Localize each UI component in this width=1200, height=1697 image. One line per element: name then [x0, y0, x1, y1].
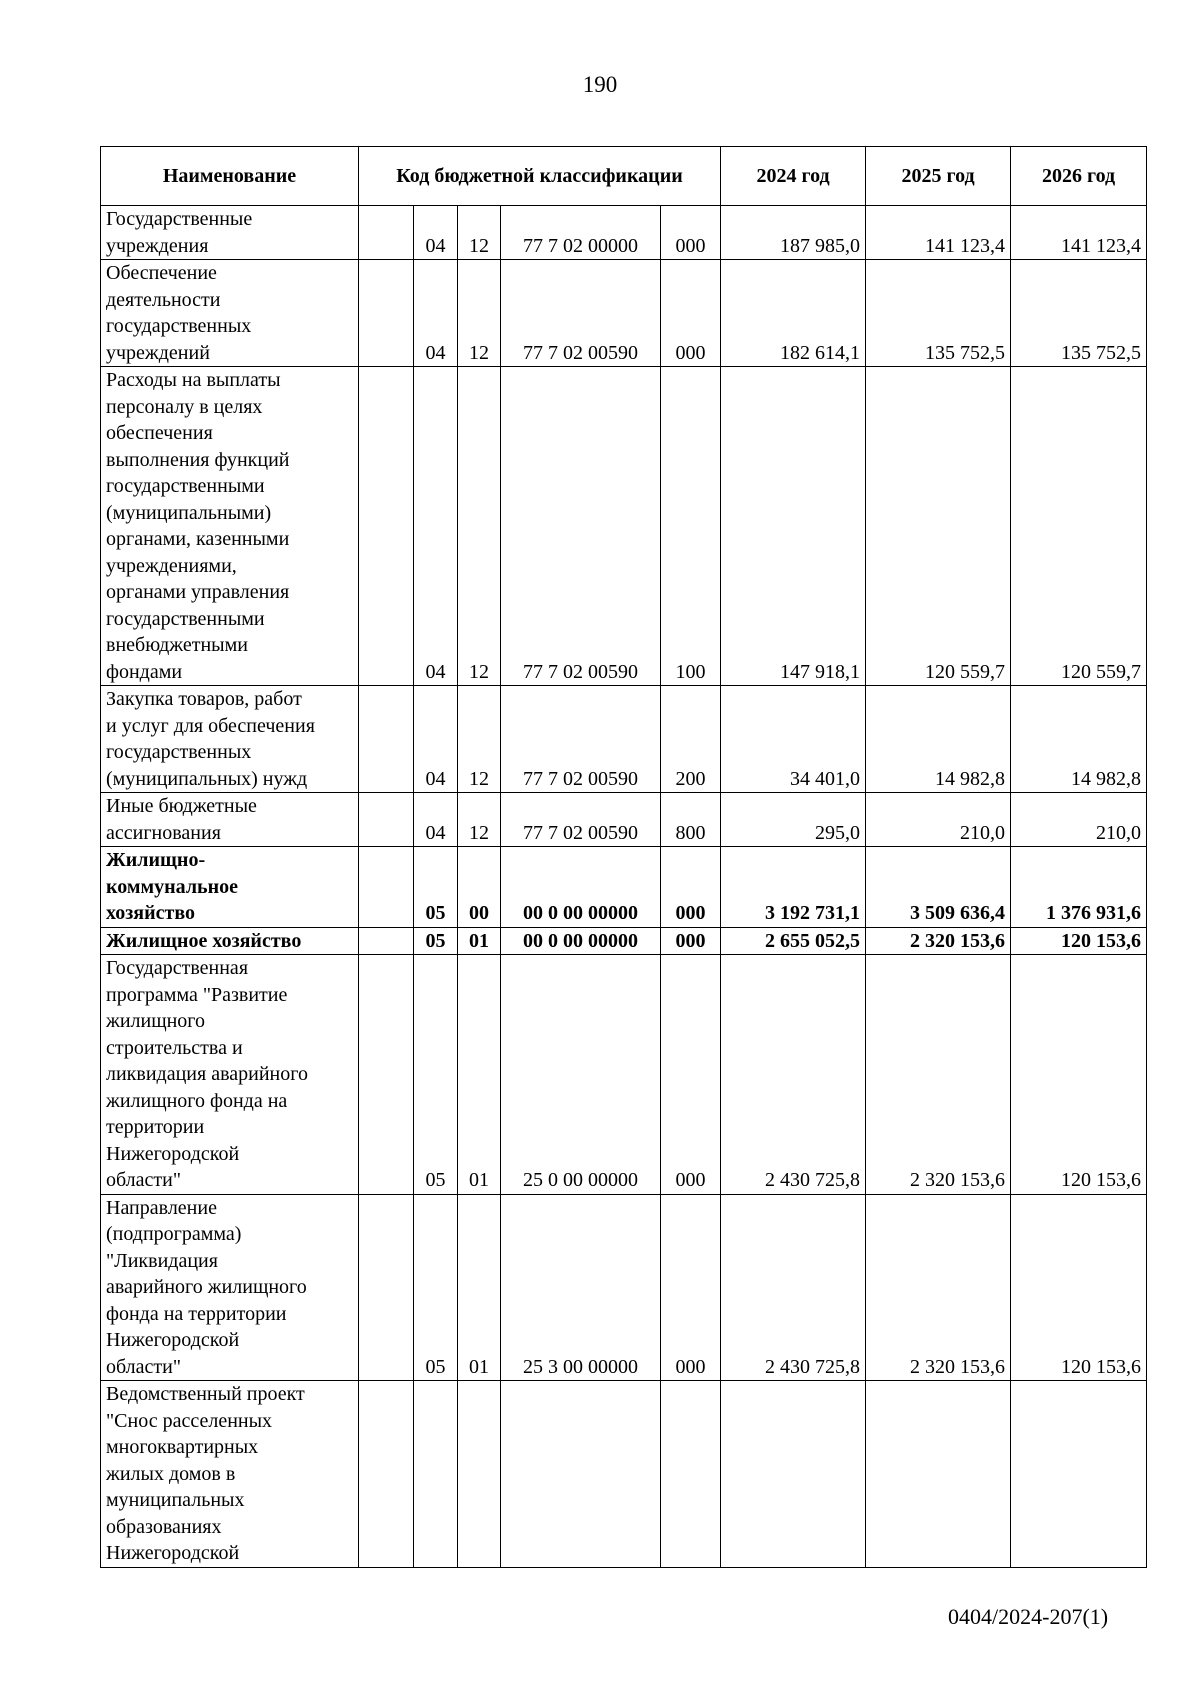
row-name-line: государственных	[106, 315, 252, 337]
document-code: 0404/2024-207(1)	[948, 1604, 1109, 1629]
row-name-line: выполнения функций	[106, 448, 290, 471]
amount-2024: 34 401,0	[721, 686, 866, 793]
row-name-line: строительства и	[106, 1036, 243, 1059]
row-name-line: жилищного фонда на	[106, 1089, 288, 1112]
expense-type-code: 000	[661, 847, 721, 928]
row-name-line: государственных	[106, 741, 252, 763]
amount-2026: 120 153,6	[1011, 927, 1147, 955]
row-name-line: деятельности	[106, 288, 221, 311]
row-name-line: органами управления	[106, 581, 290, 603]
expense-type-code: 200	[661, 686, 721, 793]
table-header-row	[101, 147, 1147, 206]
subsection-code: 01	[458, 927, 501, 955]
code-blank-cell	[359, 927, 414, 955]
amount-2026: 14 982,8	[1011, 686, 1147, 793]
row-name-line: органами, казенными	[106, 528, 290, 550]
row-name-line: территории	[106, 1116, 205, 1138]
amount-2024	[721, 1381, 866, 1568]
section-code: 05	[414, 1194, 458, 1381]
amount-2025: 120 559,7	[866, 367, 1011, 686]
table-row	[101, 1381, 1147, 1568]
row-name-line: учреждений	[106, 341, 210, 364]
section-code: 04	[414, 367, 458, 686]
amount-2024: 187 985,0	[721, 206, 866, 260]
table-row	[101, 260, 1147, 367]
code-blank-cell	[359, 847, 414, 928]
amount-2024: 2 430 725,8	[721, 1194, 866, 1381]
subsection-code: 12	[458, 793, 501, 847]
row-name-line: обеспечения	[106, 422, 213, 444]
row-name	[101, 206, 359, 260]
target-article-code: 77 7 02 00590	[501, 686, 661, 793]
page-number: 190	[582, 72, 618, 97]
table-row	[101, 1194, 1147, 1381]
expense-type-code: 000	[661, 206, 721, 260]
row-name-line: Ведомственный проект	[106, 1383, 305, 1405]
expense-type-code: 000	[661, 260, 721, 367]
code-blank-cell	[359, 955, 414, 1195]
section-code: 04	[414, 206, 458, 260]
amount-2024: 2 655 052,5	[721, 927, 866, 955]
target-article-code: 77 7 02 00590	[501, 367, 661, 686]
row-name-line: образованиях	[106, 1515, 222, 1538]
row-name-line: коммунальное	[106, 875, 239, 898]
row-name-line: Расходы на выплаты	[106, 369, 281, 391]
row-name	[101, 1381, 359, 1568]
amount-2026: 120 559,7	[1011, 367, 1147, 686]
amount-2026: 141 123,4	[1011, 206, 1147, 260]
code-blank-cell	[359, 206, 414, 260]
amount-2026: 135 752,5	[1011, 260, 1147, 367]
table-row	[101, 847, 1147, 928]
row-name-line: фондами	[106, 660, 183, 683]
row-name-line: (муниципальными)	[106, 501, 272, 524]
row-name-line: государственными	[106, 607, 265, 630]
target-article-code	[501, 1381, 661, 1568]
amount-2025: 141 123,4	[866, 206, 1011, 260]
expense-type-code: 000	[661, 955, 721, 1195]
amount-2025: 2 320 153,6	[866, 1194, 1011, 1381]
row-name	[101, 260, 359, 367]
row-name-line: учреждениями,	[106, 554, 237, 577]
row-name-line: ассигнования	[106, 821, 221, 844]
table-row	[101, 927, 1147, 955]
row-name	[101, 955, 359, 1195]
table-row	[101, 367, 1147, 686]
amount-2025: 3 509 636,4	[866, 847, 1011, 928]
row-name-line: ликвидация аварийного	[106, 1063, 308, 1085]
row-name	[101, 367, 359, 686]
subsection-code: 12	[458, 367, 501, 686]
target-article-code: 77 7 02 00590	[501, 260, 661, 367]
amount-2025	[866, 1381, 1011, 1568]
header-name: Наименование	[101, 147, 359, 206]
section-code: 04	[414, 260, 458, 367]
row-name	[101, 927, 359, 955]
section-code	[414, 1381, 458, 1568]
row-name-line: области"	[106, 1169, 182, 1191]
expense-type-code: 800	[661, 793, 721, 847]
amount-2024: 182 614,1	[721, 260, 866, 367]
row-name-line: учреждения	[106, 234, 209, 257]
table-row	[101, 955, 1147, 1195]
amount-2026: 120 153,6	[1011, 955, 1147, 1195]
section-code: 04	[414, 686, 458, 793]
header-2025: 2025 год	[866, 147, 1011, 206]
subsection-code: 12	[458, 260, 501, 367]
code-blank-cell	[359, 1194, 414, 1381]
subsection-code: 12	[458, 206, 501, 260]
section-code: 04	[414, 793, 458, 847]
table-row	[101, 686, 1147, 793]
subsection-code: 12	[458, 686, 501, 793]
row-name-line: жилых домов в	[106, 1462, 236, 1485]
row-name-line: "Снос расселенных	[106, 1409, 273, 1432]
expense-type-code: 000	[661, 927, 721, 955]
amount-2024: 295,0	[721, 793, 866, 847]
expense-type-code	[661, 1381, 721, 1568]
row-name-line: аварийного жилищного	[106, 1276, 307, 1298]
row-name-line: Нижегородской	[106, 1329, 240, 1351]
target-article-code: 00 0 00 00000	[501, 927, 661, 955]
row-name-line: Жилищное хозяйство	[106, 929, 302, 952]
section-code: 05	[414, 955, 458, 1195]
row-name	[101, 1194, 359, 1381]
amount-2025: 14 982,8	[866, 686, 1011, 793]
subsection-code	[458, 1381, 501, 1568]
amount-2025: 2 320 153,6	[866, 955, 1011, 1195]
table-row	[101, 206, 1147, 260]
code-blank-cell	[359, 686, 414, 793]
row-name-line: внебюджетными	[106, 634, 248, 656]
table-row	[101, 793, 1147, 847]
header-2024: 2024 год	[721, 147, 866, 206]
amount-2025: 135 752,5	[866, 260, 1011, 367]
row-name	[101, 847, 359, 928]
amount-2026: 120 153,6	[1011, 1194, 1147, 1381]
expense-type-code: 000	[661, 1194, 721, 1381]
amount-2025: 2 320 153,6	[866, 927, 1011, 955]
header-2026: 2026 год	[1011, 147, 1147, 206]
row-name-line: области"	[106, 1355, 182, 1378]
section-code: 05	[414, 847, 458, 928]
amount-2024: 147 918,1	[721, 367, 866, 686]
code-blank-cell	[359, 367, 414, 686]
amount-2024: 3 192 731,1	[721, 847, 866, 928]
row-name-line: и услуг для обеспечения	[106, 714, 315, 737]
row-name-line: Государственные	[106, 208, 253, 230]
amount-2026: 210,0	[1011, 793, 1147, 847]
target-article-code: 25 3 00 00000	[501, 1194, 661, 1381]
subsection-code: 00	[458, 847, 501, 928]
row-name-line: Нижегородской	[106, 1542, 240, 1564]
amount-2026: 1 376 931,6	[1011, 847, 1147, 928]
code-blank-cell	[359, 260, 414, 367]
row-name-line: Иные бюджетные	[106, 795, 257, 817]
amount-2024: 2 430 725,8	[721, 955, 866, 1195]
row-name-line: программа "Развитие	[106, 983, 288, 1006]
target-article-code: 77 7 02 00000	[501, 206, 661, 260]
target-article-code: 00 0 00 00000	[501, 847, 661, 928]
subsection-code: 01	[458, 1194, 501, 1381]
row-name-line: Жилищно-	[106, 849, 206, 871]
row-name-line: жилищного	[106, 1010, 206, 1032]
code-blank-cell	[359, 793, 414, 847]
row-name-line: хозяйство	[106, 902, 195, 924]
expense-type-code: 100	[661, 367, 721, 686]
row-name	[101, 686, 359, 793]
target-article-code: 25 0 00 00000	[501, 955, 661, 1195]
row-name-line: персоналу в целях	[106, 395, 263, 418]
row-name-line: (муниципальных) нужд	[106, 767, 308, 790]
subsection-code: 01	[458, 955, 501, 1195]
row-name	[101, 793, 359, 847]
code-blank-cell	[359, 1381, 414, 1568]
section-code: 05	[414, 927, 458, 955]
row-name-line: фонда на территории	[106, 1302, 287, 1325]
header-code: Код бюджетной классификации	[359, 147, 721, 206]
budget-table	[100, 146, 1147, 1568]
row-name-line: (подпрограмма)	[106, 1223, 242, 1245]
row-name-line: государственными	[106, 475, 265, 497]
row-name-line: "Ликвидация	[106, 1249, 218, 1272]
row-name-line: Направление	[106, 1196, 217, 1219]
row-name-line: муниципальных	[106, 1489, 245, 1511]
row-name-line: Обеспечение	[106, 262, 217, 284]
row-name-line: Закупка товаров, работ	[106, 688, 302, 710]
row-name-line: многоквартирных	[106, 1436, 259, 1458]
row-name-line: Государственная	[106, 957, 249, 979]
amount-2025: 210,0	[866, 793, 1011, 847]
table-body	[101, 206, 1147, 1568]
row-name-line: Нижегородской	[106, 1142, 240, 1165]
amount-2026	[1011, 1381, 1147, 1568]
target-article-code: 77 7 02 00590	[501, 793, 661, 847]
